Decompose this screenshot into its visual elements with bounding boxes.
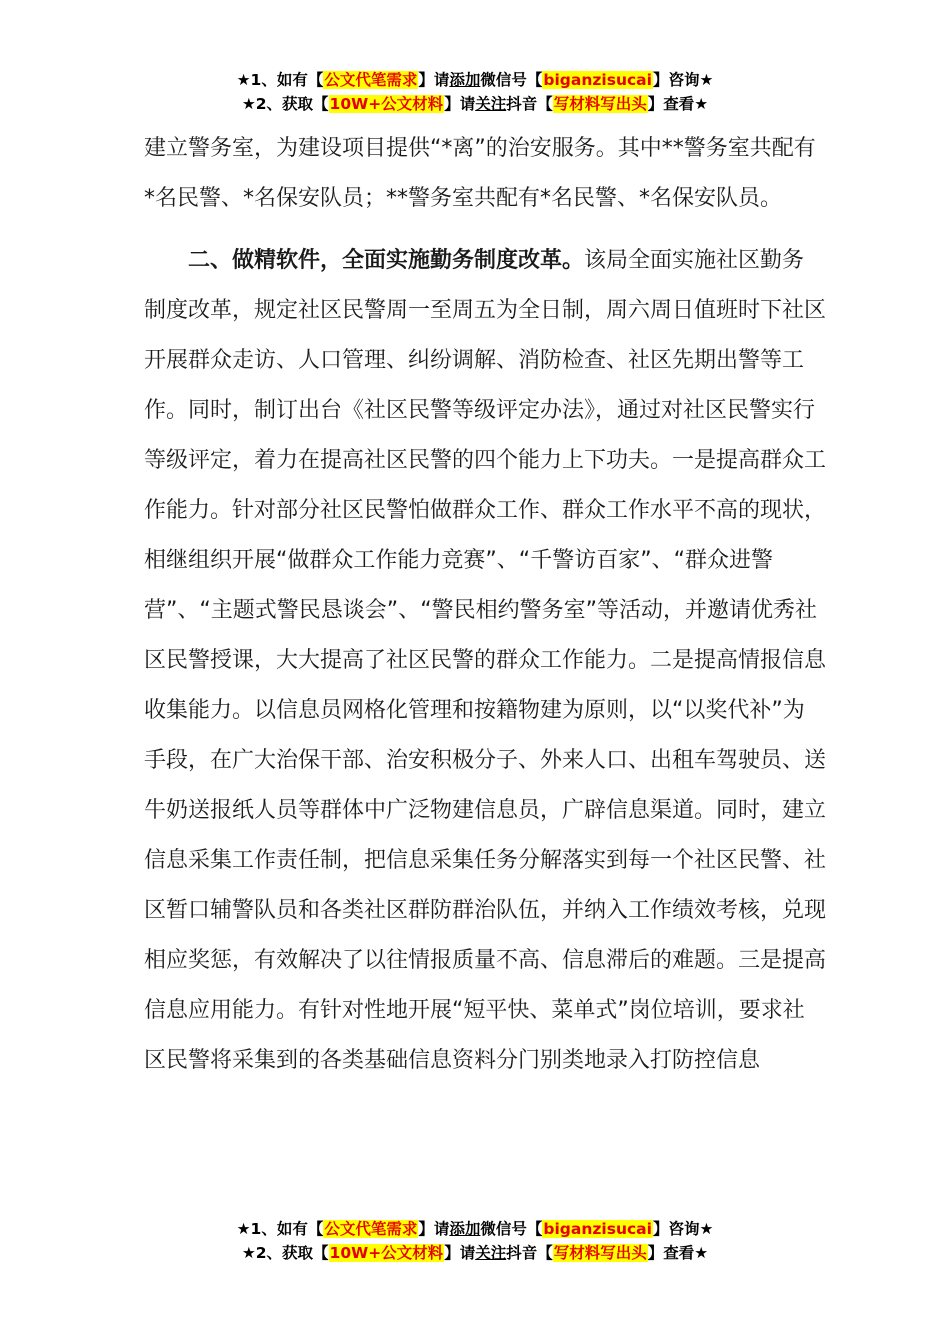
- banner-text: ★1、如有【: [236, 1220, 324, 1238]
- highlight-wechat-id: biganzisucai: [543, 1220, 652, 1238]
- banner-text: 】咨询★: [652, 71, 714, 89]
- banner-line-1: [0, 1217, 950, 1241]
- banner-line-2: [0, 1241, 950, 1265]
- banner-text: 抖音【: [506, 95, 553, 113]
- underline-follow: 关注: [475, 95, 507, 113]
- highlight-wechat-id: biganzisucai: [543, 71, 652, 89]
- banner-text: 】请: [444, 1244, 476, 1262]
- paragraph-1: 建立警务室，为建设项目提供“*离”的治安服务。其中**警务室共配有*名民警、*名保安队员；**警务室共配有*名民警、*名保安队员。: [144, 136, 816, 211]
- highlight-service: 公文代笔需求: [324, 1220, 418, 1238]
- banner-text: 】咨询★: [652, 1220, 714, 1238]
- underline-add: 添加: [449, 71, 481, 89]
- footer-banner: [0, 1217, 950, 1265]
- banner-text: ★2、获取【: [241, 95, 329, 113]
- paragraph-2-body: 该局全面实施社区勤务制度改革，规定社区民警周一至周五为全日制，周六周日值班时下社区开展群众走访、人口管理、纠纷调解、消防检查、社区先期出警等工作。同时，制订出台《社区民警等级评定办法》，通过对社区民警实行等级评定，着力在提高社区民警的四个能力上下功夫。一是提高群众工作能力。针对部分社区民警怕做群众工作、群众工作水平不高的现状，相继组织开展“做群众工作能力竞赛”、“千警访百家”、“群众进警营”、“主题式警民恳谈会”、“警民相约警务室”等活动，并邀请优秀社区民警授课，大大提高了社区民警的群众工作能力。二是提高情报信息收集能力。以信息员网格化管理和按籍物建为原则，以“以奖代补”为手段，在广大治保干部、治安积极分子、外来人口、出租车驾驶员、送牛奶送报纸人员等群体中广泛物建信息员，广辟信息渠道。同时，建立信息采集工作责任制，把信息采集任务分解落实到每一个社区民警、社区暂口辅警队员和各类社区群防群治队伍，并纳入工作绩效考核，兑现相应奖惩，有效解决了以往情报质量不高、信息滞后的难题。三是提高信息应用能力。有针对性地开展“短平快、菜单式”岗位培训，要求社区民警将采集到的各类基础信息资料分门别类地录入打防控信息: [144, 248, 827, 1073]
- paragraph-2: [144, 236, 826, 1086]
- section-heading: 二、做精软件，全面实施勤务制度改革。: [188, 248, 585, 273]
- highlight-materials: 10W+公文材料: [329, 1244, 444, 1262]
- highlight-service: 公文代笔需求: [324, 71, 418, 89]
- banner-text: 】查看★: [647, 1244, 709, 1262]
- underline-add: 添加: [449, 1220, 481, 1238]
- banner-text: 】请: [444, 95, 476, 113]
- highlight-materials: 10W+公文材料: [329, 95, 444, 113]
- banner-text: 抖音【: [506, 1244, 553, 1262]
- header-banner: [0, 68, 950, 116]
- highlight-douyin: 写材料写出头: [553, 95, 647, 113]
- banner-line-1: [0, 68, 950, 92]
- banner-text: ★1、如有【: [236, 71, 324, 89]
- banner-text: 】请: [418, 1220, 450, 1238]
- banner-text: 】请: [418, 71, 450, 89]
- banner-text: 】查看★: [647, 95, 709, 113]
- banner-text: 微信号【: [480, 71, 543, 89]
- highlight-douyin: 写材料写出头: [553, 1244, 647, 1262]
- banner-text: 微信号【: [480, 1220, 543, 1238]
- document-body: [144, 124, 826, 1086]
- underline-follow: 关注: [475, 1244, 507, 1262]
- banner-text: ★2、获取【: [241, 1244, 329, 1262]
- banner-line-2: [0, 92, 950, 116]
